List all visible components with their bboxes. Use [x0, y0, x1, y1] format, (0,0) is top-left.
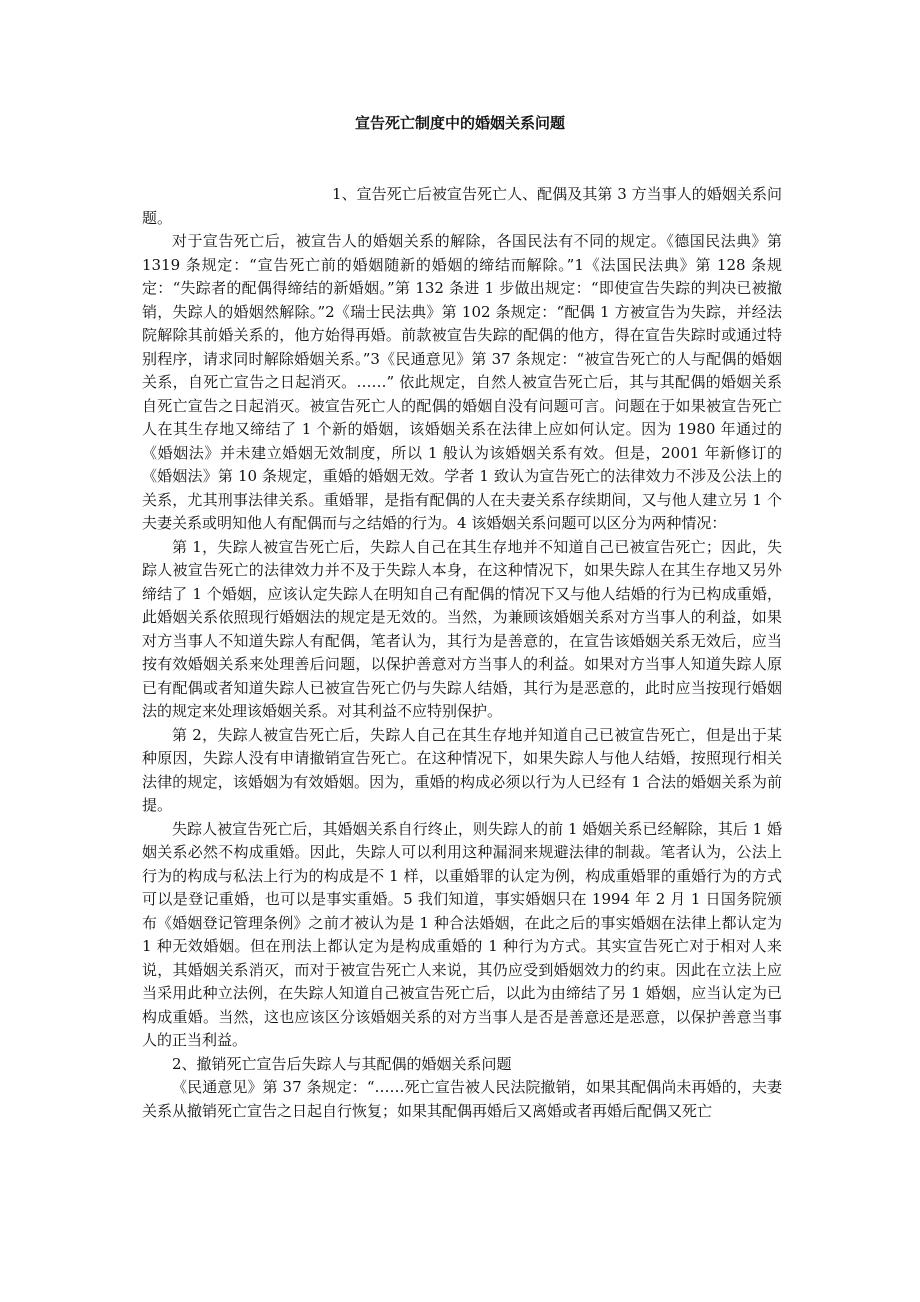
document-title: 宣告死亡制度中的婚姻关系问题	[354, 114, 565, 132]
paragraph: 《民通意见》第 37 条规定：“……死亡宣告被人民法院撤销，如果其配偶尚未再婚的，夫妻关系从撤销死亡宣告之日起自行恢复；如果其配偶再婚后又离婚或者再婚后配偶又死亡	[142, 1078, 782, 1120]
section-heading-1: 1、宣告死亡后被宣告死亡人、配偶及其第 3 方当事人的婚姻关系问题。	[142, 185, 782, 227]
paragraph: 对于宣告死亡后，被宣告人的婚姻关系的解除，各国民法有不同的规定。《德国民法典》第 1319 条规定：“宣告死亡前的婚姻随新的婚姻的缔结而解除。”1《法国民法典》第 128 条规定：“失踪者的配偶得缔结的新婚姻。”第 132 条进 1 步做出规定：“即使宣告失踪的判决已被撤销，失踪人的婚姻然解除。”2《瑞士民法典》第 102 条规定：“配偶 1 方被宣告为失踪，并经法院解除其前婚关系的，他方始得再婚。前款被宣告失踪的配偶的他方，得在宣告失踪时或通过特别程序，请求同时解除婚姻关系。”3《民通意见》第 37 条规定：“被宣告死亡的人与配偶的婚姻关系，自死亡宣告之日起消灭。……” 依此规定，自然人被宣告死亡后，其与其配偶的婚姻关系自死亡宣告之日起消灭。被宣告死亡人的配偶的婚姻自没有问题可言。问题在于如果被宣告死亡人在其生存地又缔结了 1 个新的婚姻，该婚姻关系在法律上应如何认定。因为 1980 年通过的《婚姻法》并未建立婚姻无效制度，所以 1 般认为该婚姻关系有效。但是，2001 年新修订的《婚姻法》第 10 条规定，重婚的婚姻无效。学者 1 致认为宣告死亡的法律效力不涉及公法上的关系，尤其刑事法律关系。重婚罪，是指有配偶的人在夫妻关系存续期间，又与他人建立另 1 个夫妻关系或明知他人有配偶而与之结婚的行为。4 该婚姻关系问题可以区分为两种情况：	[142, 232, 782, 532]
paragraph: 第 2，失踪人被宣告死亡后，失踪人自己在其生存地并知道自己已被宣告死亡，但是出于某种原因，失踪人没有申请撤销宣告死亡。在这种情况下，如果失踪人与他人结婚，按照现行相关法律的规定，该婚姻为有效婚姻。因为，重婚的构成必须以行为人已经有 1 合法的婚姻关系为前提。	[142, 725, 782, 814]
section-heading-2: 2、撤销死亡宣告后失踪人与其配偶的婚姻关系问题	[172, 1054, 512, 1073]
paragraph: 失踪人被宣告死亡后，其婚姻关系自行终止，则失踪人的前 1 婚姻关系已经解除，其后 1 婚姻关系必然不构成重婚。因此，失踪人可以利用这种漏洞来规避法律的制裁。笔者认为，公法上行为的构成与私法上行为的构成是不 1 样，以重婚罪的认定为例，构成重婚罪的重婚行为的方式可以是登记重婚，也可以是事实重婚。5 我们知道，事实婚姻只在 1994 年 2 月 1 日国务院颁布《婚姻登记管理条例》之前才被认为是 1 种合法婚姻，在此之后的事实婚姻在法律上都认定为 1 种无效婚姻。但在刑法上都认定为是构成重婚的 1 种行为方式。其实宣告死亡对于相对人来说，其婚姻关系消灭，而对于被宣告死亡人来说，其仍应受到婚姻效力的约束。因此在立法上应当采用此种立法例，在失踪人知道自己被宣告死亡后，以此为由缔结了另 1 婚姻，应当认定为已构成重婚。当然，这也应该区分该婚姻关系的对方当事人是否是善意还是恶意，以保护善意当事人的正当利益。	[142, 819, 782, 1049]
paragraph: 第 1，失踪人被宣告死亡后，失踪人自己在其生存地并不知道自己已被宣告死亡；因此，失踪人被宣告死亡的法律效力并不及于失踪人本身，在这种情况下，如果失踪人在其生存地又另外缔结了 1 个婚姻，应该认定失踪人在明知自己有配偶的情况下又与他人结婚的行为已构成重婚，此婚姻关系依照现行婚姻法的规定是无效的。当然，为兼顾该婚姻关系对方当事人的利益，如果对方当事人不知道失踪人有配偶，笔者认为，其行为是善意的，在宣告该婚姻关系无效后，应当按有效婚姻关系来处理善后问题，以保护善意对方当事人的利益。如果对方当事人知道失踪人原已有配偶或者知道失踪人已被宣告死亡仍与失踪人结婚，其行为是恶意的，此时应当按现行婚姻法的规定来处理该婚姻关系。对其利益不应特别保护。	[142, 537, 782, 720]
document-body	[142, 183, 782, 1123]
